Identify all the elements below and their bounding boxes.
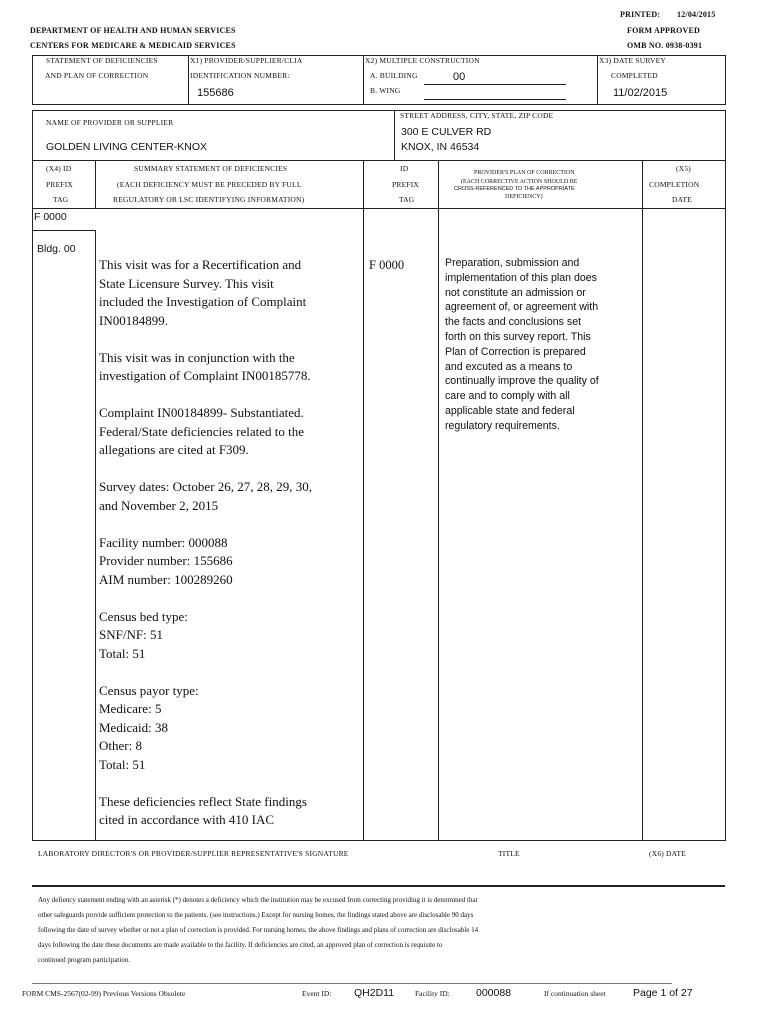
summary-line: Complaint IN00184899- Substantiated. [99,405,304,420]
plan-header-1: PROVIDER'S PLAN OF CORRECTION [474,170,575,176]
statement-label-1: STATEMENT OF DEFICIENCIES [46,56,158,65]
x1-label-2: IDENTIFICATION NUMBER: [190,71,290,80]
form-number: FORM CMS-2567(02-99) Previous Versions Obsolete [22,989,186,998]
facility-id-value: 000088 [476,987,512,999]
x5-header-3: DATE [672,195,692,204]
signature-label: LABORATORY DIRECTOR'S OR PROVIDER/SUPPLIER REPRESENTATIVE'S SIGNATURE [38,849,349,858]
summary-line: This visit was for a Recertification and [99,257,302,272]
blank-line [99,774,312,793]
blank-line [99,330,312,349]
centers-title: CENTERS FOR MEDICARE & MEDICAID SERVICES [30,41,236,50]
address-line-2: KNOX, IN 46534 [401,141,480,153]
disclaimer-line: days following the date these documents are made available to the facility. If deficiencies are cited, an approved plan of correction is requisite to [38,941,443,949]
printed-label: PRINTED: [620,10,661,19]
wing-label: B. WING [370,86,401,95]
blank-line [99,589,312,608]
blank-line [99,460,312,479]
blank-line [99,515,312,534]
summary-line: AIM number: 100289260 [99,571,233,587]
title-label: TITLE [498,849,520,858]
event-id-value: QH2D11 [354,987,395,999]
summary-line: investigation of Complaint IN00185778. [99,368,311,383]
id-header-1: ID [400,164,409,173]
summary-line: Facility number: 000088 [99,534,228,550]
plan-header-2: (EACH CORRECTIVE ACTION SHOULD BE [461,179,578,185]
form-approved: FORM APPROVED [627,26,701,35]
disclaimer-line: following the date of survey whether or not a plan of correction is provided. For nursing homes, the above findings and plans of correction are disclosable 14 [38,926,479,934]
summary-line: Census payor type: [99,682,199,698]
plan-line: implementation of this plan does [445,271,597,284]
summary-header-3: REGULATORY OR LSC IDENTIFYING INFORMATION) [113,195,305,204]
survey-completed-date: 11/02/2015 [613,87,668,99]
prefix-tag: F 0000 [34,211,67,223]
x3-label-2: COMPLETED [611,71,658,80]
summary-line: IN00184899. [99,312,168,328]
provider-name-value: GOLDEN LIVING CENTER-KNOX [46,141,208,153]
plan-line: Plan of Correction is prepared [445,345,586,358]
id-prefix-tag: F 0000 [369,258,405,272]
summary-line: Medicare: 5 [99,701,162,716]
plan-line: agreement of, or agreement with [445,301,599,314]
event-id-label: Event ID: [302,989,332,998]
plan-header-3: CROSS-REFERENCED TO THE APPROPRIATE [454,186,575,192]
plan-line: continually improve the quality of [445,375,599,388]
x5-header-2: COMPLETION [649,180,700,189]
x4-header-1: (X4) ID [46,164,72,173]
x6-date-label: (X6) DATE [649,849,687,858]
summary-line: Other: 8 [99,738,142,753]
id-header-3: TAG [399,195,415,204]
address-label: STREET ADDRESS, CITY, STATE, ZIP CODE [400,111,554,120]
x2-label: X2) MULTIPLE CONSTRUCTION [365,56,480,65]
plan-line: not constitute an admission or [445,286,586,299]
facility-id-label: Facility ID: [415,989,450,998]
plan-line: applicable state and federal [445,404,575,417]
building-label: A. BUILDING [370,71,418,80]
x4-header-3: TAG [53,195,69,204]
blank-line [99,663,312,682]
summary-line: SNF/NF: 51 [99,627,163,642]
plan-line: Preparation, submission and [445,257,580,269]
summary-line: included the Investigation of Complaint [99,294,307,309]
summary-line: Census bed type: [99,608,188,624]
statement-label-2: AND PLAN OF CORRECTION [45,71,149,80]
plan-of-correction [445,256,599,434]
summary-line: allegations are cited at F309. [99,442,249,457]
summary-line: These deficiencies reflect State findings [99,793,307,809]
building-tag: Bldg. 00 [37,243,76,255]
page-number: Page 1 of 27 [633,987,693,999]
plan-line: care and to comply with all [445,390,570,403]
plan-line: forth on this survey report. This [445,330,591,343]
disclaimer-text [38,893,478,968]
plan-header-4: DEFICIENCY) [505,194,543,200]
summary-line: Total: 51 [99,756,146,772]
summary-line: Medicaid: 38 [99,719,168,735]
provider-name-label: NAME OF PROVIDER OR SUPPLIER [46,118,174,127]
disclaimer-line: other safeguards provide sufficient protection to the patients. (see instructions.) Except for nursing homes, the findings stated above are disclosable 90 days [38,911,474,919]
summary-line: This visit was in conjunction with the [99,349,295,365]
id-header-2: PREFIX [392,180,420,189]
x1-label-1: X1) PROVIDER/SUPPLIER/CLIA [190,56,303,65]
plan-line: regulatory requirements. [445,419,560,432]
omb-number: OMB NO. 0938-0391 [627,41,703,50]
summary-line: Provider number: 155686 [99,553,233,568]
summary-header-1: SUMMARY STATEMENT OF DEFICIENCIES [134,164,288,173]
summary-line: and November 2, 2015 [99,497,219,513]
blank-line [99,386,312,405]
plan-line: and excuted as a means to [445,360,573,373]
continuation-label: If continuation sheet [544,989,606,998]
summary-line: Federal/State deficiencies related to the [99,423,305,439]
address-line-1: 300 E CULVER RD [401,126,492,138]
provider-id-value: 155686 [197,87,234,99]
summary-header-2: (EACH DEFICIENCY MUST BE PRECEDED BY FULL [117,180,302,189]
department-title: DEPARTMENT OF HEALTH AND HUMAN SERVICES [30,26,236,35]
summary-line: State Licensure Survey. This visit [99,275,274,291]
disclaimer-line: continued program participation. [38,956,130,964]
x4-header-2: PREFIX [46,180,74,189]
disclaimer-line: Any defiency statement ending with an asterisk (*) denotes a deficiency which the institution may be excused from correcting providing it is determined that [38,896,478,904]
summary-line: cited in accordance with 410 IAC [99,812,275,827]
summary-statement [99,256,312,830]
summary-line: Survey dates: October 26, 27, 28, 29, 30, [99,479,313,494]
printed-date: 12/04/2015 [677,10,716,19]
x3-label-1: X3) DATE SURVEY [599,56,666,65]
building-value: 00 [453,71,466,83]
plan-line: the facts and conclusions set [445,316,582,329]
summary-line: Total: 51 [99,645,146,661]
x5-header-1: (X5) [676,164,691,173]
